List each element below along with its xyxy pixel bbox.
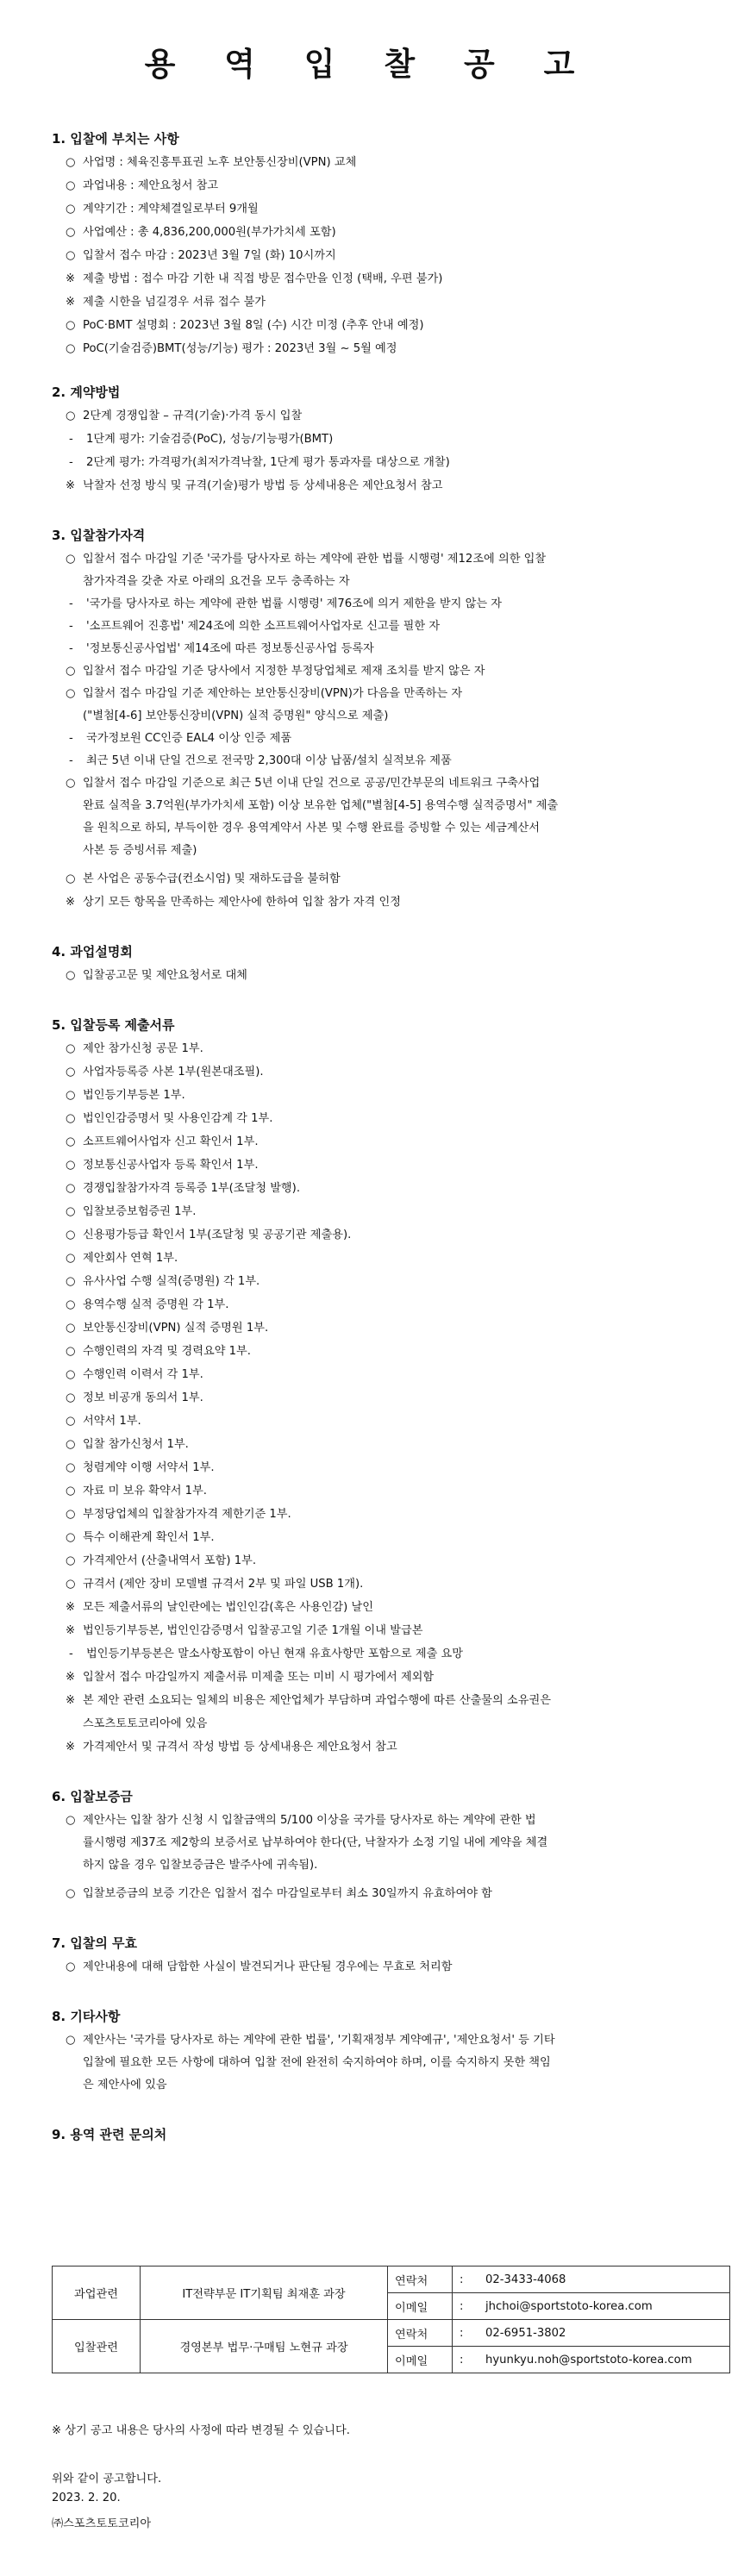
- line-text: 입찰공고문 및 제안요청서로 대체: [83, 969, 247, 982]
- bullet-marker: ○: [66, 342, 76, 355]
- section-line: [69, 619, 440, 635]
- bullet-marker: ○: [66, 249, 76, 262]
- section-line: [66, 1554, 256, 1569]
- contact-phone: 02-6951-3802: [485, 2326, 566, 2340]
- bullet-marker: ○: [66, 1252, 76, 1265]
- line-text: 제안사는 입찰 참가 신청 시 입찰금액의 5/100 이상을 국가를 당사자로 하는 계약에 관한 법: [83, 1814, 536, 1827]
- contact-email: hyunkyu.noh@sportstoto-korea.com: [485, 2353, 692, 2367]
- bullet-marker: ○: [66, 1578, 76, 1591]
- line-text: 입찰서 접수 마감일 기준 제안하는 보안통신장비(VPN)가 다음을 만족하는 자: [83, 687, 463, 700]
- contact-category: 입찰관련: [53, 2320, 141, 2373]
- section-title: 3. 입찰참가자격: [52, 528, 146, 543]
- bullet-marker: -: [69, 620, 73, 633]
- line-text: 과업내용 : 제안요청서 참고: [83, 179, 219, 192]
- bullet-marker: ○: [66, 226, 76, 239]
- bullet-marker: ○: [66, 1182, 76, 1195]
- bullet-marker: ※: [66, 1741, 76, 1754]
- line-text: '국가를 당사자로 하는 계약에 관한 법률 시행령' 제76조에 의거 제한을 받지 않는 자: [86, 597, 502, 610]
- bullet-marker: -: [69, 1648, 73, 1660]
- bullet-marker: ※: [66, 1694, 76, 1707]
- section-line: [66, 1670, 434, 1685]
- line-text: 제안내용에 대해 담합한 사실이 발견되거나 판단될 경우에는 무효로 처리함: [83, 1960, 453, 1973]
- section-line: [69, 753, 452, 769]
- section-title: 6. 입찰보증금: [52, 1789, 133, 1804]
- section-line: [66, 225, 336, 241]
- change-notice: ※ 상기 공고 내용은 당사의 사정에 따라 변경될 수 있습니다.: [52, 2424, 350, 2437]
- bullet-marker: ○: [66, 665, 76, 678]
- section-line: [69, 455, 450, 471]
- section-title: 2. 계약방법: [52, 385, 121, 400]
- contact-row: [53, 2320, 730, 2347]
- bullet-marker: ○: [66, 1135, 76, 1148]
- line-text: 부정당업체의 입찰참가자격 제한기준 1부.: [83, 1508, 291, 1521]
- section-line: [83, 574, 350, 590]
- bullet-marker: -: [69, 754, 73, 767]
- line-text: 법인등기부등본, 법인인감증명서 입찰공고일 기준 1개월 이내 발급본: [83, 1624, 423, 1637]
- section-line: [69, 597, 502, 612]
- page-title: 용 역 입 찰 공 고: [144, 46, 594, 83]
- bullet-marker: ○: [66, 179, 76, 192]
- line-text: 청렴계약 이행 서약서 1부.: [83, 1461, 215, 1474]
- section-line: [66, 1135, 259, 1150]
- line-text: 계약기간 : 계약체결일로부터 9개월: [83, 203, 259, 216]
- section-line: [66, 1740, 397, 1755]
- bullet-marker: ※: [66, 1601, 76, 1614]
- company-name: ㈜스포츠토토코리아: [52, 2517, 152, 2530]
- bullet-marker: ○: [66, 1229, 76, 1241]
- section-line: [83, 1858, 317, 1873]
- bullet-marker: -: [69, 597, 73, 610]
- line-text: 신용평가등급 확인서 1부(조달청 및 공공기관 제출용).: [83, 1229, 352, 1241]
- line-text: 을 원칙으로 하되, 부득이한 경우 용역계약서 사본 및 수행 완료를 증빙할 수 있는 세금계산서: [83, 822, 541, 835]
- line-text: 률시행령 제37조 제2항의 보증서로 납부하여야 한다(단, 낙찰자가 소정 기일 내에 계약을 체결: [83, 1836, 548, 1849]
- line-text: 본 사업은 공동수급(컨소시엄) 및 재하도급을 불허함: [83, 872, 341, 885]
- section-line: [66, 1391, 203, 1406]
- contact-phone-label: 연락처: [388, 2267, 453, 2293]
- section-line: [66, 1623, 422, 1639]
- line-text: 법인등기부등본 1부.: [83, 1089, 185, 1102]
- line-text: 2단계 평가: 가격평가(최저가격낙찰, 1단계 평가 통과자를 대상으로 개찰): [86, 456, 450, 469]
- line-text: 정보통신공사업자 등록 확인서 1부.: [83, 1159, 259, 1172]
- bullet-marker: ○: [66, 1415, 76, 1428]
- section-line: [66, 2033, 555, 2048]
- bullet-marker: ○: [66, 1554, 76, 1567]
- section-line: [66, 1886, 492, 1902]
- contact-person: IT전략부문 IT기획팀 최재훈 과장: [141, 2267, 388, 2320]
- bullet-marker: ○: [66, 156, 76, 169]
- bullet-marker: ○: [66, 1298, 76, 1311]
- bullet-marker: ※: [66, 1671, 76, 1684]
- bullet-marker: ○: [66, 1112, 76, 1125]
- section-title: 9. 용역 관련 문의처: [52, 2127, 167, 2142]
- line-text: 제출 시한을 넘길경우 서류 접수 불가: [83, 296, 266, 309]
- section-line: [66, 202, 259, 217]
- section-line: [66, 552, 546, 567]
- line-text: PoC·BMT 설명회 : 2023년 3월 8일 (수) 시간 미정 (추후 안내 예정): [83, 319, 424, 332]
- section-line: [66, 1577, 363, 1592]
- line-text: 보안통신장비(VPN) 실적 증명원 1부.: [83, 1322, 269, 1335]
- bullet-marker: ○: [66, 1345, 76, 1358]
- contact-email-cell: : jhchoi@sportstoto-korea.com: [453, 2293, 730, 2320]
- contact-email-label: 이메일: [388, 2347, 453, 2373]
- section-line: [66, 1274, 260, 1290]
- line-text: 상기 모든 항목을 만족하는 제안사에 한하여 입찰 참가 자격 인정: [83, 896, 401, 909]
- bullet-marker: ○: [66, 872, 76, 885]
- line-text: '소프트웨어 진흥법' 제24조에 의한 소프트웨어사업자로 신고를 필한 자: [86, 620, 441, 633]
- section-line: [66, 1297, 228, 1313]
- bullet-marker: ○: [66, 969, 76, 982]
- section-line: [66, 1088, 185, 1104]
- line-text: 유사사업 수행 실적(증명원) 각 1부.: [83, 1275, 260, 1288]
- contact-phone-cell: : 02-6951-3802: [453, 2320, 730, 2347]
- bullet-marker: ○: [66, 777, 76, 790]
- section-line: [66, 1065, 264, 1080]
- section-line: [66, 872, 341, 887]
- section-line: [66, 1960, 452, 1975]
- line-text: 제안사는 '국가를 당사자로 하는 계약에 관한 법률', '기획재정부 계약예규', '제안요청서' 등 기타: [83, 2034, 555, 2047]
- bullet-marker: ○: [66, 687, 76, 700]
- line-text: 낙찰자 선정 방식 및 규격(기술)평가 방법 등 상세내용은 제안요청서 참고: [83, 479, 443, 492]
- bullet-marker: ○: [66, 1461, 76, 1474]
- bullet-marker: ○: [66, 319, 76, 332]
- line-text: 특수 이해관계 확인서 1부.: [83, 1531, 215, 1544]
- section-line: [66, 1367, 203, 1383]
- line-text: 자료 미 보유 확약서 1부.: [83, 1485, 208, 1497]
- bullet-marker: ※: [66, 272, 76, 285]
- bullet-marker: ○: [66, 553, 76, 566]
- contact-row: [53, 2267, 730, 2293]
- line-text: 2단계 경쟁입찰 – 규격(기술)·가격 동시 입찰: [83, 410, 303, 422]
- section-line: [66, 1321, 268, 1336]
- line-text: 1단계 평가: 기술검증(PoC), 성능/기능평가(BMT): [86, 433, 334, 446]
- line-text: 정보 비공개 동의서 1부.: [83, 1391, 203, 1404]
- bullet-marker: -: [69, 732, 73, 745]
- section-line: [66, 318, 423, 334]
- line-text: 입찰에 필요한 모든 사항에 대하여 입찰 전에 완전히 숙지하여야 하며, 이를 숙지하지 못한 책임: [83, 2056, 551, 2069]
- bullet-marker: ○: [66, 410, 76, 422]
- section-line: [69, 641, 374, 657]
- section-line: [83, 798, 558, 814]
- line-text: 서약서 1부.: [83, 1415, 141, 1428]
- bullet-marker: ○: [66, 1391, 76, 1404]
- section-line: [66, 1041, 203, 1057]
- line-text: 참가자격을 갖춘 자로 아래의 요건을 모두 충족하는 자: [83, 575, 350, 588]
- section-line: [66, 295, 266, 310]
- section-line: [66, 1484, 207, 1499]
- line-text: 수행인력의 자격 및 경력요약 1부.: [83, 1345, 251, 1358]
- line-text: 사본 등 증빙서류 제출): [83, 844, 197, 857]
- line-text: 입찰보증보험증권 1부.: [83, 1205, 197, 1218]
- line-text: 하지 않을 경우 입찰보증금은 발주사에 귀속됨).: [83, 1859, 318, 1872]
- section-line: [66, 341, 397, 357]
- bullet-marker: ※: [66, 479, 76, 492]
- line-text: 소프트웨어사업자 신고 확인서 1부.: [83, 1135, 259, 1148]
- line-text: 사업명 : 체육진흥투표권 노후 보안통신장비(VPN) 교체: [83, 156, 357, 169]
- bullet-marker: ○: [66, 1531, 76, 1544]
- line-text: 완료 실적을 3.7억원(부가가치세 포함) 이상 보유한 업체("별첨[4-5] 용역수행 실적증명서" 제출: [83, 799, 559, 812]
- bullet-marker: ○: [66, 2034, 76, 2047]
- contact-table: [52, 2266, 730, 2373]
- line-text: 법인인감증명서 및 사용인감계 각 1부.: [83, 1112, 273, 1125]
- section-line: [69, 731, 291, 747]
- line-text: 본 제안 관련 소요되는 일체의 비용은 제안업체가 부담하며 과업수행에 따른 산출물의 소유권은: [83, 1694, 551, 1707]
- section-line: [66, 1344, 251, 1360]
- section-line: [66, 1204, 196, 1220]
- section-line: [83, 821, 540, 836]
- section-title: 1. 입찰에 부치는 사항: [52, 131, 179, 147]
- section-line: [66, 409, 302, 424]
- line-text: 입찰보증금의 보증 기간은 입찰서 접수 마감일로부터 최소 30일까지 유효하여야 함: [83, 1887, 492, 1900]
- line-text: 입찰서 접수 마감일 기준 당사에서 지정한 부정당업체로 제재 조치를 받지 않은 자: [83, 665, 485, 678]
- line-text: PoC(기술검증)BMT(성능/기능) 평가 : 2023년 3월 ~ 5월 예정: [83, 342, 397, 355]
- line-text: 제안 참가신청 공문 1부.: [83, 1042, 203, 1055]
- bullet-marker: ○: [66, 1485, 76, 1497]
- line-text: 용역수행 실적 증명원 각 1부.: [83, 1298, 229, 1311]
- bullet-marker: -: [69, 642, 73, 655]
- contact-phone-cell: : 02-3433-4068: [453, 2267, 730, 2293]
- section-line: [66, 686, 462, 702]
- section-line: [66, 895, 401, 910]
- section-title: 7. 입찰의 무효: [52, 1935, 138, 1951]
- bullet-marker: -: [69, 433, 73, 446]
- section-line: [66, 1251, 178, 1266]
- section-line: [83, 1716, 207, 1732]
- section-line: [66, 478, 442, 494]
- section-line: [69, 1647, 463, 1662]
- line-text: 제출 방법 : 접수 마감 기한 내 직접 방문 접수만을 인정 (택배, 우편 불가): [83, 272, 443, 285]
- bullet-marker: ○: [66, 1159, 76, 1172]
- section-title: 5. 입찰등록 제출서류: [52, 1017, 175, 1033]
- section-line: [66, 1530, 215, 1546]
- line-text: 가격제안서 (산출내역서 포함) 1부.: [83, 1554, 257, 1567]
- bullet-marker: ○: [66, 1089, 76, 1102]
- section-line: [66, 1437, 189, 1453]
- line-text: 규격서 (제안 장비 모델별 규격서 2부 및 파일 USB 1개).: [83, 1578, 364, 1591]
- section-line: [66, 1693, 551, 1709]
- contact-phone: 02-3433-4068: [485, 2273, 566, 2286]
- line-text: 국가정보원 CC인증 EAL4 이상 인증 제품: [86, 732, 292, 745]
- bullet-marker: -: [69, 456, 73, 469]
- section-line: [69, 432, 333, 447]
- section-line: [66, 776, 540, 791]
- line-text: 가격제안서 및 규격서 작성 방법 등 상세내용은 제안요청서 참고: [83, 1741, 397, 1754]
- bullet-marker: ○: [66, 1960, 76, 1973]
- section-line: [66, 1507, 291, 1522]
- section-line: [83, 2055, 551, 2071]
- line-text: 입찰 참가신청서 1부.: [83, 1438, 189, 1451]
- bullet-marker: ○: [66, 1368, 76, 1381]
- section-line: [66, 272, 442, 287]
- section-line: [66, 1111, 272, 1127]
- section-line: [66, 664, 485, 679]
- bullet-marker: ○: [66, 1275, 76, 1288]
- bullet-marker: ○: [66, 1042, 76, 1055]
- contact-email-label: 이메일: [388, 2293, 453, 2320]
- contact-email: jhchoi@sportstoto-korea.com: [485, 2299, 653, 2313]
- section-line: [83, 2078, 167, 2093]
- contact-person: 경영본부 법무·구매팀 노현규 과장: [141, 2320, 388, 2373]
- bullet-marker: ○: [66, 1066, 76, 1079]
- bullet-marker: ※: [66, 296, 76, 309]
- bullet-marker: ○: [66, 1205, 76, 1218]
- line-text: 법인등기부등본은 말소사항포함이 아닌 현재 유효사항만 포함으로 제출 요망: [86, 1648, 463, 1660]
- line-text: 경쟁입찰참가자격 등록증 1부(조달청 발행).: [83, 1182, 301, 1195]
- bullet-marker: ○: [66, 1814, 76, 1827]
- line-text: 은 제안사에 있음: [83, 2079, 167, 2091]
- line-text: 제안회사 연혁 1부.: [83, 1252, 178, 1265]
- section-line: [66, 1414, 141, 1429]
- bullet-marker: ○: [66, 1887, 76, 1900]
- bullet-marker: ○: [66, 203, 76, 216]
- line-text: 입찰서 접수 마감일 기준 '국가를 당사자로 하는 계약에 관한 법률 시행령' 제12조에 의한 입찰: [83, 553, 547, 566]
- section-line: [66, 968, 247, 984]
- bullet-marker: ○: [66, 1438, 76, 1451]
- section-line: [66, 1181, 300, 1197]
- section-title: 8. 기타사항: [52, 2009, 121, 2024]
- line-text: 수행인력 이력서 각 1부.: [83, 1368, 203, 1381]
- bullet-marker: ※: [66, 1624, 76, 1637]
- section-line: [66, 248, 336, 264]
- line-text: 입찰서 접수 마감 : 2023년 3월 7일 (화) 10시까지: [83, 249, 336, 262]
- closing-statement: 위와 같이 공고합니다.: [52, 2473, 162, 2485]
- section-line: [66, 1158, 259, 1173]
- line-text: ("별첨[4-6] 보안통신장비(VPN) 실적 증명원" 양식으로 제출): [83, 710, 389, 722]
- section-line: [83, 1835, 547, 1851]
- section-line: [66, 178, 218, 194]
- contact-phone-label: 연락처: [388, 2320, 453, 2347]
- contact-category: 과업관련: [53, 2267, 141, 2320]
- section-line: [66, 1460, 215, 1476]
- announcement-date: 2023. 2. 20.: [52, 2492, 121, 2504]
- contact-email-cell: : hyunkyu.noh@sportstoto-korea.com: [453, 2347, 730, 2373]
- section-line: [66, 1600, 373, 1616]
- section-line: [83, 709, 388, 724]
- bullet-marker: ※: [66, 896, 76, 909]
- line-text: 사업예산 : 총 4,836,200,000원(부가가치세 포함): [83, 226, 336, 239]
- line-text: 입찰서 접수 마감일까지 제출서류 미제출 또는 미비 시 평가에서 제외함: [83, 1671, 435, 1684]
- section-line: [83, 843, 197, 859]
- line-text: 모든 제출서류의 날인란에는 법인인감(혹은 사용인감) 날인: [83, 1601, 373, 1614]
- line-text: 최근 5년 이내 단일 건으로 전국망 2,300대 이상 납품/설치 실적보유 제품: [86, 754, 452, 767]
- section-line: [66, 1813, 536, 1829]
- bullet-marker: ○: [66, 1322, 76, 1335]
- line-text: 스포츠토토코리아에 있음: [83, 1717, 208, 1730]
- section-line: [66, 155, 356, 171]
- section-line: [66, 1228, 351, 1243]
- line-text: 사업자등록증 사본 1부(원본대조필).: [83, 1066, 264, 1079]
- section-title: 4. 과업설명회: [52, 944, 133, 960]
- bullet-marker: ○: [66, 1508, 76, 1521]
- line-text: 입찰서 접수 마감일 기준으로 최근 5년 이내 단일 건으로 공공/민간부문의 네트워크 구축사업: [83, 777, 541, 790]
- line-text: '정보통신공사업법' 제14조에 따른 정보통신공사업 등록자: [86, 642, 374, 655]
